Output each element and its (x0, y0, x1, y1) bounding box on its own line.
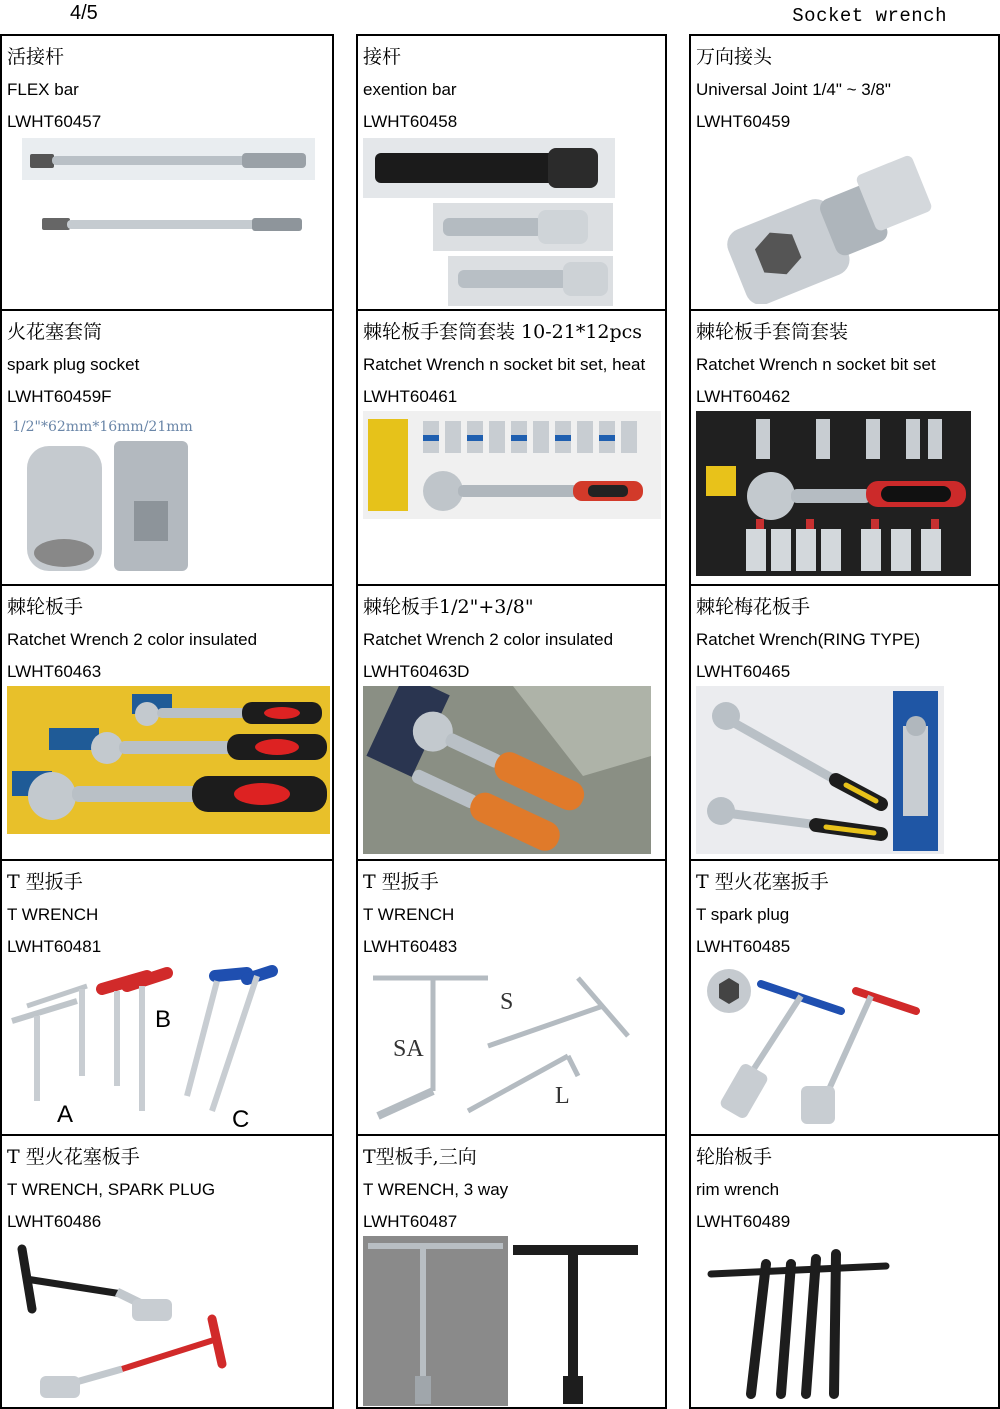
product-name-cn: T型板手,三向 (363, 1146, 477, 1168)
product-code: LWHT60463 (7, 662, 102, 681)
product-card (356, 1134, 667, 1409)
product-name-cn: 活接杆 (7, 46, 65, 68)
t-wrench-3-way-image (363, 1236, 663, 1408)
product-card (689, 309, 1000, 586)
product-card (0, 309, 334, 586)
product-name-cn: 棘轮板手套筒套装 (696, 321, 849, 343)
product-name-en: Ratchet Wrench n socket bit set (696, 355, 936, 374)
product-name-cn: T 型扳手 (363, 871, 439, 893)
universal-joint-image (706, 144, 956, 304)
product-name-en: FLEX bar (7, 80, 79, 99)
product-name-en: Ratchet Wrench 2 color insulated (363, 630, 614, 649)
rim-wrench-image (706, 1244, 896, 1404)
product-name-cn: 棘轮梅花板手 (696, 596, 811, 618)
product-code: LWHT60485 (696, 937, 791, 956)
product-name-en: Ratchet Wrench 2 color insulated (7, 630, 258, 649)
product-code: LWHT60489 (696, 1212, 791, 1231)
product-name-en: T WRENCH (7, 905, 99, 924)
product-name-en: T WRENCH (363, 905, 455, 924)
variant-label: C (232, 1106, 250, 1133)
product-card (689, 1134, 1000, 1409)
variant-label: S (500, 989, 514, 1015)
t-spark-plug-wrench-image (701, 966, 921, 1126)
variant-label: A (57, 1101, 74, 1128)
product-name-cn: T 型扳手 (7, 871, 83, 893)
product-name-cn: 接杆 (363, 46, 402, 68)
product-name-en: spark plug socket (7, 355, 140, 374)
product-card (356, 859, 667, 1136)
product-card (689, 584, 1000, 861)
product-name-cn: 棘轮板手1/2"+3/8" (363, 596, 534, 618)
extension-bar-image (363, 138, 663, 308)
page-number: 4/5 (70, 2, 98, 24)
product-name-cn: 轮胎板手 (696, 1146, 773, 1168)
product-name-en: Ratchet Wrench(RING TYPE) (696, 630, 921, 649)
product-name-cn: 火花塞套筒 (7, 321, 103, 343)
page-title: Socket wrench (792, 5, 947, 27)
product-card (689, 859, 1000, 1136)
product-grid (0, 34, 1000, 1409)
ratchet-socket-set-image (363, 411, 663, 521)
product-name-cn: 棘轮板手套筒套装 10-21*12pcs (363, 321, 643, 343)
product-name-en: Universal Joint 1/4" ~ 3/8" (696, 80, 891, 99)
product-code: LWHT60483 (363, 937, 458, 956)
product-name-en: Ratchet Wrench n socket bit set, heat (363, 355, 646, 374)
variant-label: SA (393, 1036, 424, 1062)
product-name-en: exention bar (363, 80, 457, 99)
product-code: LWHT60462 (696, 387, 791, 406)
product-name-cn: 万向接头 (696, 46, 773, 68)
product-card (356, 584, 667, 861)
product-card (0, 34, 334, 311)
product-code: LWHT60465 (696, 662, 791, 681)
product-code: LWHT60486 (7, 1212, 102, 1231)
product-code: LWHT60481 (7, 937, 102, 956)
ratchet-wrench-image (363, 686, 653, 856)
variant-label: B (155, 1006, 172, 1033)
variant-label: L (555, 1083, 570, 1109)
product-code: LWHT60487 (363, 1212, 458, 1231)
product-code: LWHT60458 (363, 112, 458, 131)
product-card (356, 34, 667, 311)
product-code: LWHT60459F (7, 387, 112, 406)
size-label: 1/2"*62mm*16mm/21mm (12, 419, 193, 435)
product-name-en: T spark plug (696, 905, 790, 924)
product-name-en: T WRENCH, SPARK PLUG (7, 1180, 216, 1199)
product-code: LWHT60459 (696, 112, 791, 131)
product-card (689, 34, 1000, 311)
product-code: LWHT60461 (363, 387, 458, 406)
t-wrench-spark-plug-image (12, 1244, 252, 1404)
t-wrench-image (7, 961, 297, 1121)
product-name-en: T WRENCH, 3 way (363, 1180, 509, 1199)
ratchet-socket-set-image (696, 411, 971, 576)
product-code: LWHT60457 (7, 112, 102, 131)
spark-plug-socket-image (22, 441, 222, 576)
product-card (356, 309, 667, 586)
product-card (0, 859, 334, 1136)
ring-ratchet-wrench-image (696, 686, 946, 856)
flex-bar-image (22, 138, 322, 248)
product-name-en: rim wrench (696, 1180, 780, 1199)
product-name-cn: T 型火花塞扳手 (696, 871, 829, 893)
product-card (0, 584, 334, 861)
ratchet-wrench-image (7, 686, 332, 836)
product-name-cn: T 型火花塞板手 (7, 1146, 140, 1168)
product-code: LWHT60463D (363, 662, 470, 681)
product-name-cn: 棘轮板手 (7, 596, 84, 618)
product-card (0, 1134, 334, 1409)
